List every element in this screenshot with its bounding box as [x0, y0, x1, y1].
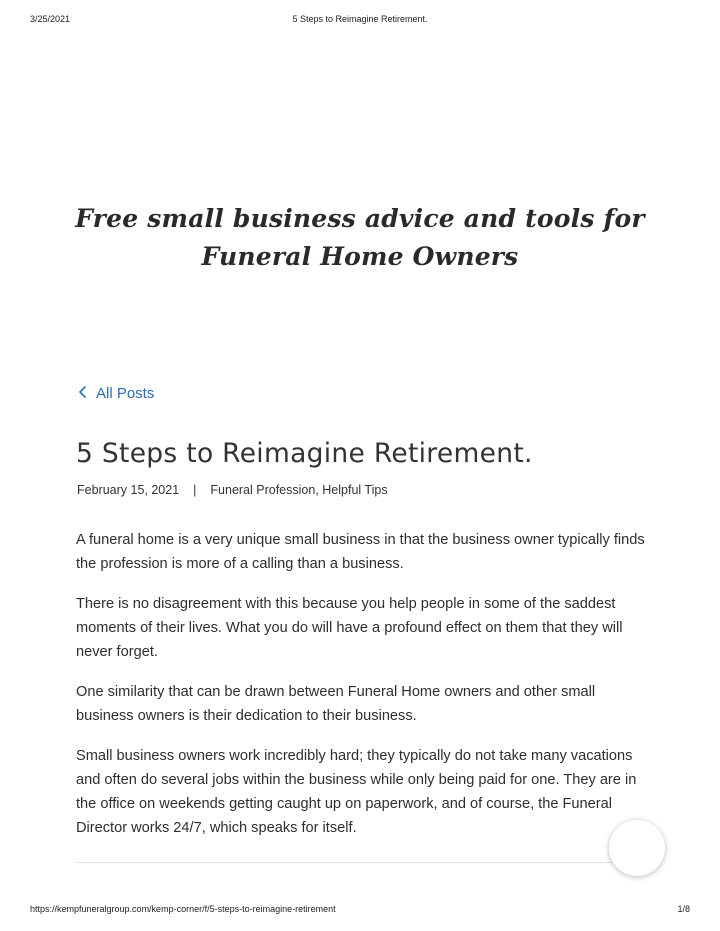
post-date: February 15, 2021: [77, 483, 180, 497]
content-divider: [76, 862, 640, 863]
body-paragraph: There is no disagreement with this because you help people in some of the saddest moments of their lives. What you do will have a profound effect on them that they will never forget.: [76, 596, 623, 660]
site-tagline: Free small business advice and tools for Funeral Home Owners: [75, 204, 645, 271]
chevron-left-icon: [78, 385, 87, 402]
print-footer: [30, 904, 690, 918]
body-paragraph: One similarity that can be drawn between Funeral Home owners and other small business owners is their dedication to their business.: [76, 684, 596, 724]
floating-action-button[interactable]: [609, 820, 665, 876]
body-paragraph: A funeral home is a very unique small business in that the business owner typically finds the profession is more of a calling than a business.: [76, 532, 645, 572]
post-title: 5 Steps to Reimagine Retirement.: [76, 438, 533, 469]
all-posts-link[interactable]: [78, 385, 154, 402]
print-header: [30, 14, 690, 28]
post-body: [76, 528, 656, 856]
print-date: 3/25/2021: [30, 14, 71, 24]
print-url: https://kempfuneralgroup.com/kemp-corner/f/5-steps-to-reimagine-retirement: [30, 904, 336, 914]
post-meta: [77, 483, 388, 497]
all-posts-label: All Posts: [96, 385, 155, 402]
post-categories[interactable]: Funeral Profession, Helpful Tips: [210, 483, 388, 497]
print-page-number: 1/8: [677, 904, 690, 914]
body-paragraph: Small business owners work incredibly hard; they typically do not take many vacations and often do several jobs within the business while only being paid for one. They are in the office on weekends getting caught up on paperwork, and of course, the Funeral Director works 24/7, which speaks for itself.: [76, 748, 637, 836]
meta-separator: |: [193, 483, 197, 497]
print-doc-title: 5 Steps to Reimagine Retirement.: [292, 14, 428, 24]
